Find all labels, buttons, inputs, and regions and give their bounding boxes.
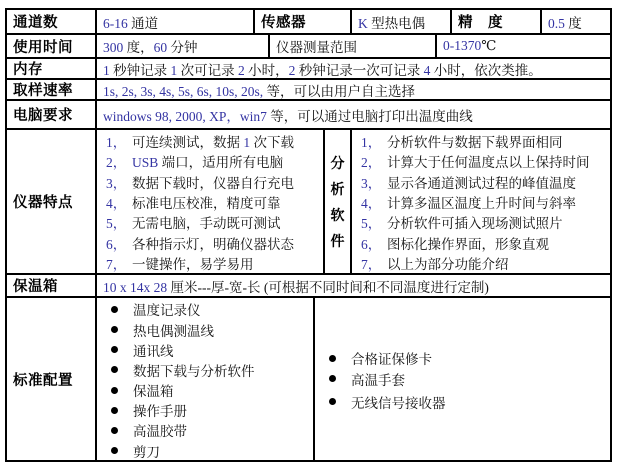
- cell-insulation-box-value: 10 x 14x 28 厘米---厚-宽-长 (可根据不同时间和不同温度进行定制): [103, 279, 489, 295]
- row-header-sensor: 传感器: [255, 10, 352, 33]
- analysis-item: 6， 图标化操作界面，形象直观: [352, 233, 610, 253]
- config-item: 合格证保修卡: [315, 348, 610, 368]
- row-header-standard-configuration: 标准配置: [7, 298, 97, 460]
- analysis-item: 1， 分析软件与数据下载界面相同: [352, 131, 610, 151]
- feature-item: 4， 标准电压校准，精度可靠: [97, 192, 323, 212]
- feature-item: 1， 可连续测试，数据 1 次下载: [97, 131, 323, 151]
- row-header-sampling-rate: 取样速率: [7, 80, 97, 99]
- row-insulation-box: [7, 275, 610, 298]
- item-number: 2，: [361, 155, 382, 171]
- bullet-icon: [111, 407, 118, 414]
- analysis-item: 3， 显示各通道测试过程的峰值温度: [352, 171, 610, 191]
- row-memory: [7, 59, 610, 80]
- config-item: 保温箱: [97, 380, 313, 400]
- analysis-list: [352, 130, 610, 273]
- bullet-icon: [329, 398, 336, 405]
- cell-channels-value: 6-16 通道: [97, 10, 255, 33]
- item-number: 4，: [106, 196, 127, 211]
- item-number: 3，: [106, 175, 127, 191]
- config-item: 数据下载与分析软件: [97, 360, 313, 380]
- bullet-icon: [111, 427, 118, 434]
- config-item: 通讯线: [97, 340, 313, 360]
- bullet-icon: [111, 366, 118, 373]
- config-item: 操作手册: [97, 400, 313, 420]
- item-number: 5，: [106, 216, 127, 232]
- row-header-usage-time: 使用时间: [7, 35, 97, 57]
- row-header-computer-requirements: 电脑要求: [7, 101, 97, 128]
- row-channels: [7, 10, 610, 35]
- analysis-item: 7， 以上为部分功能介绍: [352, 253, 610, 273]
- feature-item: 6， 各种指示灯，明确仪器状态: [97, 233, 323, 253]
- bullet-icon: [111, 387, 118, 394]
- analysis-item: 4， 计算多温区温度上升时间与斜率: [352, 192, 610, 212]
- config-item: 无线信号接收器: [315, 392, 610, 412]
- bullet-icon: [329, 375, 336, 382]
- feature-item: 3， 数据下载时，仪器自行充电: [97, 171, 323, 191]
- row-usage-time: [7, 35, 610, 59]
- cell-analysis-list: [352, 130, 610, 273]
- cell-config-right-list: [315, 298, 610, 460]
- item-number: 1，: [361, 134, 382, 150]
- bullet-icon: [111, 306, 118, 313]
- config-item: 高温手套: [315, 368, 610, 388]
- config-left-list: [97, 298, 313, 460]
- item-number: 4，: [361, 196, 382, 211]
- row-sampling-rate: [7, 80, 610, 101]
- bullet-icon: [329, 355, 336, 362]
- cell-precision-value: 0.5 度: [548, 15, 582, 31]
- feature-list: [97, 130, 323, 273]
- row-computer-requirements: [7, 101, 610, 130]
- feature-item: 5， 无需电脑，手动既可测试: [97, 212, 323, 232]
- bullet-icon: [111, 346, 118, 353]
- config-right-list: [315, 346, 610, 412]
- cell-feature-list: [97, 130, 325, 273]
- cell-measure-range-value: 0-1370℃: [443, 38, 497, 53]
- cell-computer-requirements-value: windows 98, 2000, XP，win7 等，可以通过电脑打印出温度曲线: [103, 108, 473, 124]
- cell-usage-time-value: 300 度，60 分钟: [97, 35, 270, 57]
- config-item: 温度记录仪: [97, 299, 313, 319]
- analysis-software-vertical-label: 分 析 软 件: [325, 130, 352, 273]
- cell-sampling-rate-value: 1s, 2s, 3s, 4s, 5s, 6s, 10s, 20s, 等，可以由用户自主选择: [103, 83, 416, 99]
- cell-memory-value: 1 秒钟记录 1 次可记录 2 小时，2 秒钟记录一次可记录 4 小时，依次类推。: [103, 62, 542, 78]
- feature-item: 7， 一键操作，易学易用: [97, 253, 323, 273]
- item-number: 6，: [361, 236, 382, 252]
- row-header-channels: 通道数: [7, 10, 97, 33]
- item-number: 6，: [106, 236, 127, 252]
- row-instrument-features: [7, 130, 610, 275]
- item-number: 7，: [361, 257, 382, 273]
- item-number: 5，: [361, 216, 382, 232]
- item-number: 2，: [106, 155, 127, 171]
- row-header-memory: 内存: [7, 59, 97, 78]
- item-number: 7，: [106, 257, 127, 273]
- item-number: 1，: [106, 134, 127, 150]
- config-item: 剪刀: [97, 441, 313, 460]
- analysis-item: 2， 计算大于任何温度点以上保持时间: [352, 151, 610, 171]
- item-number: 3，: [361, 175, 382, 191]
- row-header-precision: 精 度: [452, 10, 542, 33]
- row-header-insulation-box: 保温箱: [7, 275, 97, 296]
- bullet-icon: [111, 447, 118, 454]
- bullet-icon: [111, 326, 118, 333]
- cell-sensor-value: K 型热电偶: [352, 10, 452, 33]
- spec-table: [5, 8, 612, 462]
- feature-item: 2， USB 端口，适用所有电脑: [97, 151, 323, 171]
- config-item: 高温胶带: [97, 420, 313, 440]
- cell-config-left-list: [97, 298, 315, 460]
- row-header-instrument-features: 仪器特点: [7, 130, 97, 273]
- cell-measure-range-label: 仪器测量范围: [270, 35, 437, 57]
- analysis-item: 5， 分析软件可插入现场测试照片: [352, 212, 610, 232]
- row-standard-configuration: [7, 298, 610, 460]
- config-item: 热电偶测温线: [97, 319, 313, 339]
